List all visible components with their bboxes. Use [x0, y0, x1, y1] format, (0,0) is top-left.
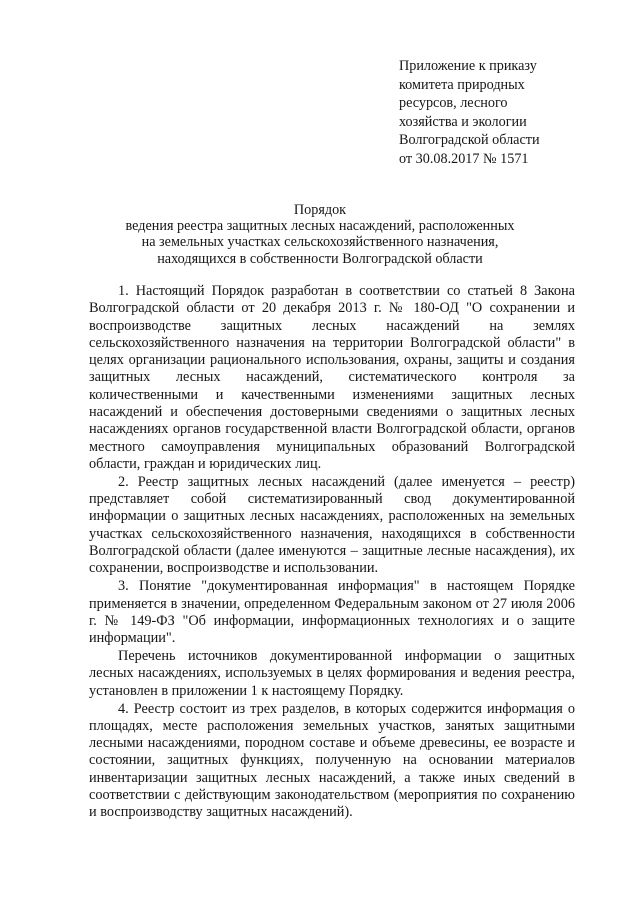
appendix-line: Волгоградской области	[399, 132, 540, 149]
title-heading: Порядок	[293, 202, 347, 218]
document-body	[89, 283, 575, 822]
paragraph-3-continuation: Перечень источников документированной информации о защитных лесных насаждениях, используемых в целях формирования и ведения реестра, установлен в приложении 1 к настоящему Порядку.	[89, 648, 575, 699]
title-line: находящихся в собственности Волгоградской области	[157, 250, 483, 267]
paragraph-4: 4. Реестр состоит из трех разделов, в которых содержится информация о площадях, месте расположения земельных участков, занятых защитными лесными насаждениями, породном составе и объеме древесины, ее возрасте и состоянии, защитных функциях, полученную на основании материалов инвентаризации защитных лесных насаждений, а также иных сведений в соответствии с действующим законодательством (мероприятия по сохранению и воспроизводству защитных насаждений).	[89, 700, 575, 821]
appendix-reference	[399, 57, 599, 169]
title-line: на земельных участках сельскохозяйственного назначения,	[141, 234, 499, 251]
paragraph-1: 1. Настоящий Порядок разработан в соответствии со статьей 8 Закона Волгоградской области от 20 декабря 2013 г. № 180-ОД "О сохранении и воспроизводстве защитных лесных насаждений на землях сельскохозяйственного назначения на территории Волгоградской области" в целях организации рационального использования, охраны, защиты и создания защитных лесных насаждений, систематического контроля за количественными и качественными изменениями защитных лесных насаждений и обеспечения достоверными сведениями о защитных лесных насаждениях органов государственной власти Волгоградской области, органов местного самоуправления муниципальных образований Волгоградской области, граждан и юридических лиц.	[89, 283, 575, 472]
appendix-line: ресурсов, лесного	[399, 95, 508, 112]
appendix-line: комитета природных	[399, 76, 525, 93]
paragraph-2: 2. Реестр защитных лесных насаждений (далее именуется – реестр) представляет собой систематизированный свод документированной информации о защитных лесных насаждениях, расположенных на земельных участках сельскохозяйственного назначения, находящихся в собственности Волгоградской области (далее именуются – защитные лесные насаждения), их сохранении, воспроизводстве и использовании.	[89, 473, 575, 577]
appendix-line: от 30.08.2017 № 1571	[399, 150, 529, 167]
document-title	[80, 202, 560, 267]
appendix-line: Приложение к приказу	[399, 58, 537, 74]
paragraph-3: 3. Понятие "документированная информация" в настоящем Порядке применяется в значении, определенном Федеральным законом от 27 июля 2006 г. № 149-ФЗ "Об информации, информационных технологиях и о защите информации".	[89, 578, 575, 647]
appendix-line: хозяйства и экологии	[399, 113, 527, 130]
title-line: ведения реестра защитных лесных насаждений, расположенных	[125, 218, 515, 235]
